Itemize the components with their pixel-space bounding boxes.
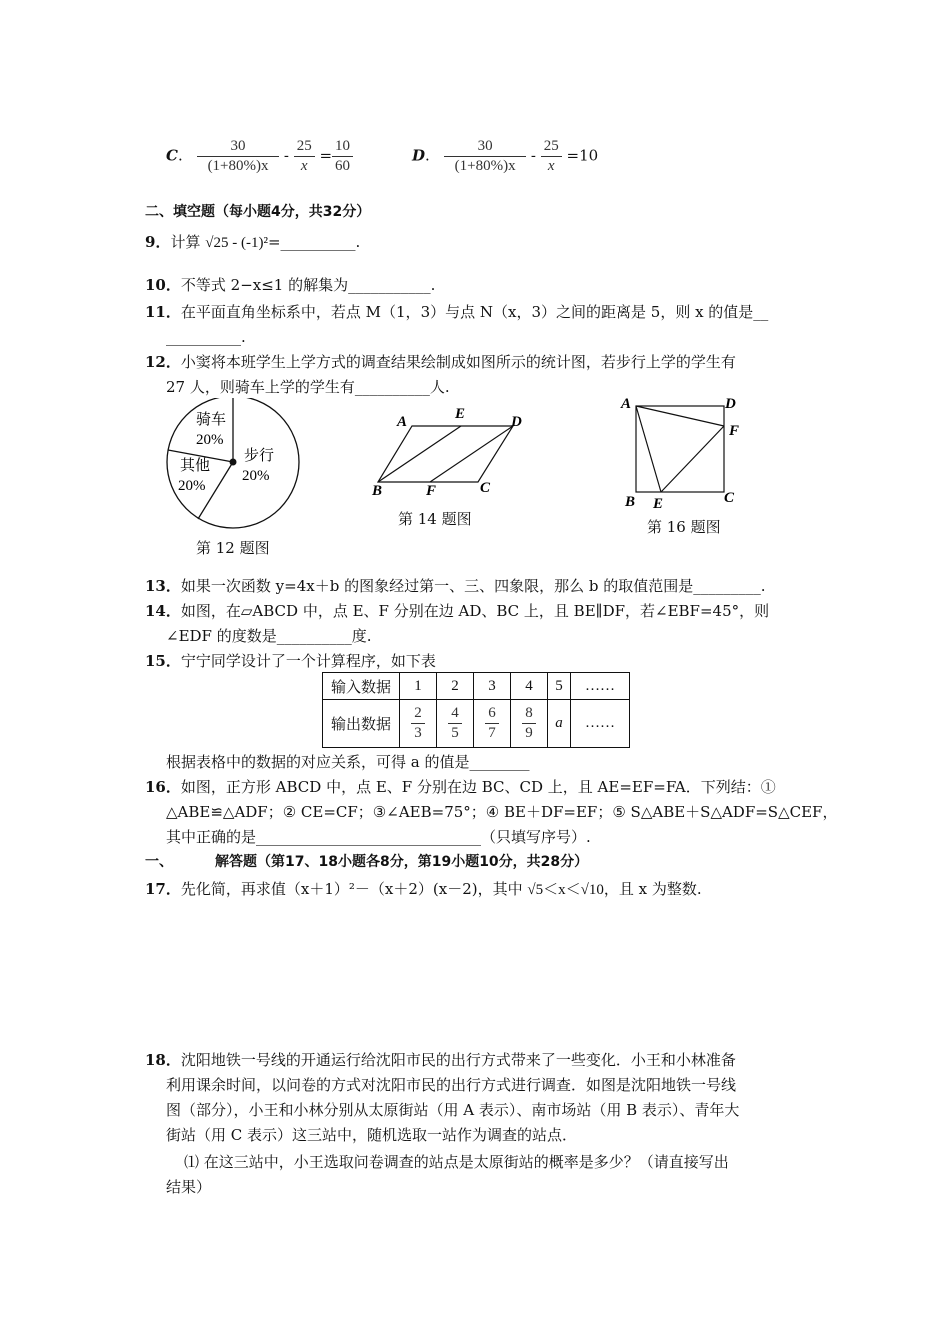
question-10: 10．不等式 2−x≤1 的解集为___________. bbox=[145, 276, 436, 294]
figure-14-parallelogram bbox=[368, 402, 538, 502]
question-14: 14．如图，在▱ABCD 中，点 E、F 分别在边 AD、BC 上，且 BE∥DF，若∠EBF=45°，则 bbox=[145, 602, 770, 620]
fraction: $\frac{25}{x}$ bbox=[294, 138, 315, 175]
option-c: C. $\frac{30}{(1+80\%)x}$ - $\frac{25}{x}$ = $\frac{10}{60}$ bbox=[166, 138, 353, 175]
pie-pct-bike: 20% bbox=[196, 432, 224, 448]
figure-16-square bbox=[615, 392, 745, 516]
option-label: D bbox=[412, 146, 426, 165]
question-17: 17．先化简，再求值（x＋1）²－（x＋2）(x－2)，其中 √5＜x＜√10，且 x 为整数. bbox=[145, 880, 702, 898]
svg-text:E: E bbox=[653, 496, 664, 512]
question-9: 9．计算 √25 - (-1)²=__________. bbox=[145, 233, 361, 251]
pie-pct-other: 20% bbox=[178, 478, 206, 494]
question-11-cont: __________. bbox=[166, 328, 246, 346]
question-11: 11．在平面直角坐标系中，若点 M（1，3）与点 N（x，3）之间的距离是 5，则 x 的值是__ bbox=[145, 303, 769, 321]
figure-16-caption: 第 16 题图 bbox=[647, 518, 721, 536]
question-16-cont: 其中正确的是______________________________（只填写序号）. bbox=[166, 828, 591, 846]
figure-14-caption: 第 14 题图 bbox=[398, 510, 472, 528]
question-18-sub1: ⑴ 在这三站中，小王选取问卷调查的站点是太原街站的概率是多少？（请直接写出 bbox=[184, 1153, 729, 1171]
question-15: 15．宁宁同学设计了一个计算程序，如下表 bbox=[145, 652, 436, 670]
fraction: $\frac{25}{x}$ bbox=[541, 138, 562, 175]
question-18: 18．沈阳地铁一号线的开通运行给沈阳市民的出行方式带来了一些变化．小王和小林准备 bbox=[145, 1051, 736, 1069]
question-18-cont: 街站（用 C 表示）这三站中，随机选取一站作为调查的站点． bbox=[166, 1126, 578, 1144]
question-12-cont: 27 人，则骑车上学的学生有__________人. bbox=[166, 378, 450, 396]
pie-center bbox=[230, 459, 237, 466]
question-14-cont: ∠EDF 的度数是__________度. bbox=[166, 627, 372, 645]
table-row: 输出数据 $\frac{2}{3}$ $\frac{4}{5}$ $\frac{6}{7}$ $\frac{8}{9}$ a …… bbox=[323, 700, 630, 748]
fraction: $\frac{10}{60}$ bbox=[332, 138, 353, 175]
svg-text:B: B bbox=[372, 483, 383, 499]
option-d: D. $\frac{30}{(1+80\%)x}$ - $\frac{25}{x}$ =10 bbox=[412, 138, 599, 174]
svg-text:D: D bbox=[511, 414, 522, 430]
question-12: 12．小窦将本班学生上学方式的调查结果绘制成如图所示的统计图，若步行上学的学生有 bbox=[145, 353, 736, 371]
svg-text:E: E bbox=[455, 406, 466, 422]
svg-text:A: A bbox=[397, 414, 408, 430]
fraction: $\frac{30}{(1+80\%)x}$ bbox=[444, 138, 526, 175]
question-16-cont: △ABE≌△ADF；② CE=CF；③∠AEB=75°；④ BE＋DF=EF；⑤ S△ABE＋S△ADF=S△CEF， bbox=[166, 803, 838, 821]
svg-text:B: B bbox=[625, 494, 636, 510]
section-heading: 二、填空题（每小题4分，共32分） bbox=[145, 204, 371, 220]
fraction: $\frac{30}{(1+80\%)x}$ bbox=[197, 138, 279, 175]
svg-text:C: C bbox=[480, 480, 491, 496]
section-heading: 一、 解答题（第17、18小题各8分，第19小题10分，共28分） bbox=[145, 854, 589, 870]
question-18-cont: 图（部分），小王和小林分别从太原街站（用 A 表示）、南市场站（用 B 表示）、青年大 bbox=[166, 1101, 740, 1119]
svg-text:F: F bbox=[426, 483, 437, 499]
program-table bbox=[322, 672, 630, 748]
question-18-cont: 利用课余时间，以问卷的方式对沈阳市民的出行方式进行调查．如图是沈阳地铁一号线 bbox=[166, 1076, 737, 1094]
question-16: 16．如图，正方形 ABCD 中，点 E、F 分别在边 BC、CD 上，且 AE=EF=FA．下列结：① bbox=[145, 778, 776, 796]
pie-label-bike: 骑车 bbox=[196, 412, 227, 428]
question-13: 13．如果一次函数 y=4x＋b 的图象经过第一、三、四象限，那么 b 的取值范围是_________. bbox=[145, 577, 766, 595]
table-row: 输入数据 1 2 3 4 5 …… bbox=[323, 673, 630, 700]
pie-label-walk: 步行 bbox=[244, 448, 275, 464]
question-15-after: 根据表格中的数据的对应关系，可得 a 的值是________ bbox=[166, 753, 530, 771]
pie-label-other: 其他 bbox=[180, 458, 211, 474]
option-label: C bbox=[166, 146, 178, 165]
question-18-sub1-cont: 结果） bbox=[166, 1178, 212, 1196]
pie-pct-walk: 20% bbox=[242, 468, 270, 484]
figure-12-pie bbox=[160, 398, 310, 558]
svg-text:D: D bbox=[725, 396, 736, 412]
svg-text:F: F bbox=[729, 423, 740, 439]
svg-text:A: A bbox=[621, 396, 632, 412]
figure-12-caption: 第 12 题图 bbox=[196, 539, 270, 557]
svg-text:C: C bbox=[724, 490, 735, 506]
